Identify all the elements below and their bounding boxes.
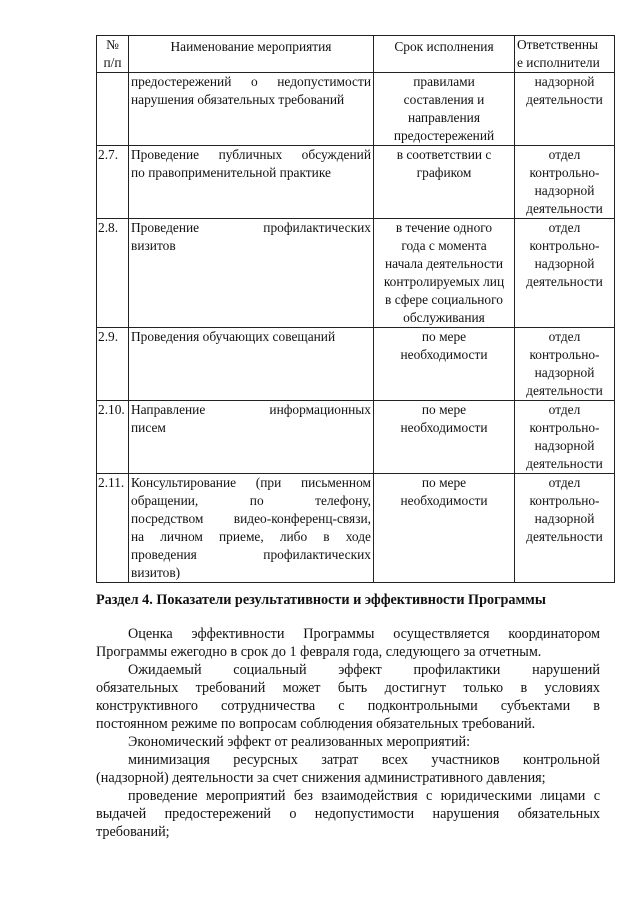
cell-term-line: направления	[407, 110, 480, 125]
paragraph-no-interaction	[96, 787, 600, 841]
cell-name-line: Проведение публичных обсуждений	[131, 147, 371, 162]
table-row	[97, 219, 615, 328]
paragraph-line: Программы ежегодно в срок до 1 февраля года, следующего за отчетным.	[96, 644, 542, 660]
header-term: Срок исполнения	[374, 36, 515, 73]
paragraph-line: Ожидаемый социальный эффект профилактики нарушений	[128, 662, 600, 678]
cell-name	[129, 474, 374, 583]
cell-responsible-line: деятельности	[526, 456, 603, 471]
paragraph-minimization	[96, 751, 600, 787]
cell-name-line: визитов)	[131, 565, 181, 580]
cell-name	[129, 73, 374, 146]
paragraph-line: Экономический эффект от реализованных мероприятий:	[128, 734, 471, 750]
header-number	[97, 36, 129, 73]
cell-responsible	[515, 219, 615, 328]
header-responsible-line: Ответственны	[517, 37, 599, 52]
paragraph-line: Оценка эффективности Программы осуществляется координатором	[128, 626, 600, 642]
cell-name-line: на личном приеме, либо в ходе	[131, 529, 371, 544]
cell-name	[129, 219, 374, 328]
cell-term-line: необходимости	[400, 420, 488, 435]
cell-responsible-line: деятельности	[526, 92, 603, 107]
table-header-row	[97, 36, 615, 73]
cell-name-line: по правоприменительной практике	[131, 165, 331, 180]
cell-responsible-line: контрольно-	[529, 493, 600, 508]
paragraph-line: постоянном режиме по вопросам соблюдения обязательных требований.	[96, 716, 536, 732]
cell-name-line: посредством видео-конференц-связи,	[131, 511, 371, 526]
cell-name	[129, 146, 374, 219]
header-responsible	[515, 36, 615, 73]
cell-number: 2.11.	[97, 474, 129, 583]
cell-responsible-line: деятельности	[526, 529, 603, 544]
cell-name-line: Проведение профилактических	[131, 220, 371, 235]
cell-term	[374, 219, 515, 328]
cell-term-line: необходимости	[400, 347, 488, 362]
cell-term	[374, 73, 515, 146]
cell-name-line: Направление информационных	[131, 402, 371, 417]
header-responsible-line: е исполнители	[517, 55, 600, 70]
cell-responsible-line: отдел	[548, 147, 581, 162]
cell-term-line: предостережений	[393, 128, 495, 143]
cell-term-line: по мере	[421, 329, 467, 344]
table-row	[97, 328, 615, 401]
cell-term-line: года с момента	[401, 238, 487, 253]
cell-term	[374, 328, 515, 401]
cell-term-line: в течение одного	[395, 220, 493, 235]
cell-term	[374, 146, 515, 219]
cell-term-line: в сфере социального	[385, 292, 503, 307]
cell-responsible-line: контрольно-	[529, 238, 600, 253]
cell-number: 2.10.	[97, 401, 129, 474]
cell-number	[97, 73, 129, 146]
cell-number: 2.7.	[97, 146, 129, 219]
cell-responsible-line: деятельности	[526, 201, 603, 216]
header-number-line: п/п	[103, 55, 122, 70]
cell-name-line: предостережений о недопустимости	[131, 74, 371, 89]
cell-responsible-line: надзорной	[534, 511, 595, 526]
table-row	[97, 401, 615, 474]
cell-responsible-line: отдел	[548, 475, 581, 490]
cell-responsible-line: отдел	[548, 220, 581, 235]
cell-name-line: Консультирование (при письменном	[131, 475, 371, 490]
paragraph-social-effect	[96, 661, 600, 733]
cell-term-line: начала деятельности	[385, 256, 503, 271]
header-name: Наименование мероприятия	[129, 36, 374, 73]
paragraph-line: проведение мероприятий без взаимодействия с юридическими лицами с	[128, 788, 600, 804]
cell-name	[129, 401, 374, 474]
cell-term	[374, 401, 515, 474]
cell-term-line: по мере	[421, 475, 467, 490]
cell-name	[129, 328, 374, 401]
cell-name-line: обращении, по телефону,	[131, 493, 371, 508]
paragraph-economic-effect	[96, 733, 600, 751]
cell-responsible	[515, 401, 615, 474]
cell-responsible-line: контрольно-	[529, 165, 600, 180]
cell-responsible	[515, 474, 615, 583]
cell-number: 2.9.	[97, 328, 129, 401]
cell-term-line: необходимости	[400, 493, 488, 508]
cell-responsible-line: надзорной	[534, 365, 595, 380]
cell-responsible	[515, 328, 615, 401]
cell-responsible-line: деятельности	[526, 274, 603, 289]
paragraph-line: выдачей предостережений о недопустимости нарушения обязательных	[96, 806, 600, 822]
paragraph-line: требований;	[96, 824, 170, 840]
cell-name-line: писем	[131, 420, 166, 435]
cell-responsible-line: надзорной	[534, 256, 595, 271]
header-number-line: №	[106, 37, 119, 52]
paragraph-line: обязательных требований может быть достигнут только в условиях	[96, 680, 600, 696]
cell-responsible-line: отдел	[548, 329, 581, 344]
cell-number: 2.8.	[97, 219, 129, 328]
cell-term-line: по мере	[421, 402, 467, 417]
cell-responsible-line: контрольно-	[529, 420, 600, 435]
cell-name-line: визитов	[131, 238, 176, 253]
cell-name-line: проведения профилактических	[131, 547, 371, 562]
cell-term	[374, 474, 515, 583]
paragraph-line: (надзорной) деятельности за счет снижения административного давления;	[96, 770, 546, 786]
paragraph-evaluation	[96, 625, 600, 661]
cell-term-line: контролируемых лиц	[383, 274, 505, 289]
cell-term-line: составления и	[403, 92, 485, 107]
cell-responsible-line: надзорной	[534, 74, 595, 89]
cell-responsible-line: деятельности	[526, 383, 603, 398]
cell-responsible-line: отдел	[548, 402, 581, 417]
paragraph-line: минимизация ресурсных затрат всех участников контрольной	[128, 752, 600, 768]
cell-responsible-line: надзорной	[534, 183, 595, 198]
cell-responsible-line: контрольно-	[529, 347, 600, 362]
paragraph-line: конструктивного сотрудничества с подконтрольными субъектами в	[96, 698, 600, 714]
cell-term-line: обслуживания	[403, 310, 485, 325]
cell-term-line: в соответствии с	[396, 147, 492, 162]
table-row	[97, 73, 615, 146]
section-title: Раздел 4. Показатели результативности и эффективности Программы	[96, 592, 546, 608]
table-row	[97, 474, 615, 583]
table-row	[97, 146, 615, 219]
cell-name-line: Проведения обучающих совещаний	[131, 329, 336, 344]
cell-responsible	[515, 146, 615, 219]
cell-term-line: графиком	[416, 165, 472, 180]
table-body	[97, 73, 615, 583]
cell-name-line: нарушения обязательных требований	[131, 92, 345, 107]
activities-table	[96, 35, 615, 583]
cell-responsible-line: надзорной	[534, 438, 595, 453]
cell-responsible	[515, 73, 615, 146]
cell-term-line: правилами	[413, 74, 475, 89]
